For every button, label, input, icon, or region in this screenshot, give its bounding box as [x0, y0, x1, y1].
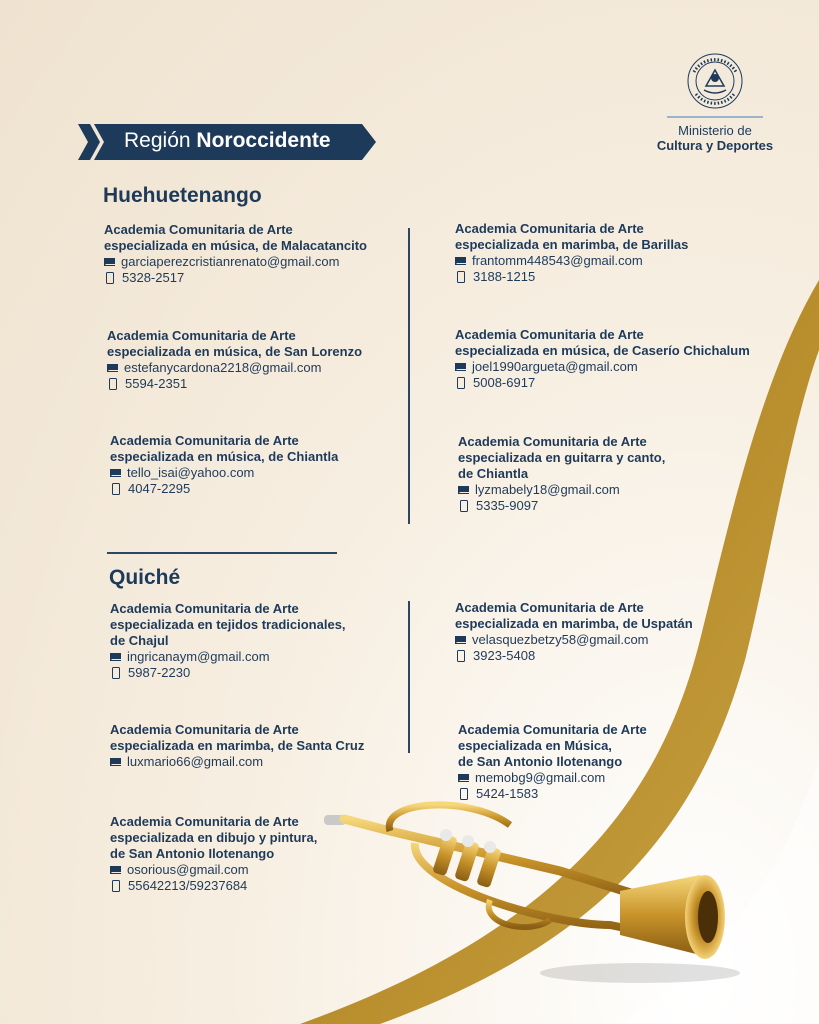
- phone-icon: [109, 378, 117, 390]
- academy-entry: [110, 433, 430, 497]
- envelope-icon: [458, 774, 469, 782]
- academy-name: Academia Comunitaria de Arte especializada en guitarra y canto, de Chiantla: [458, 434, 666, 481]
- envelope-icon: [107, 364, 118, 372]
- envelope-icon: [110, 758, 121, 766]
- academy-name: Academia Comunitaria de Arte especializada en marimba, de Uspatán: [455, 600, 693, 631]
- envelope-icon: [455, 636, 466, 644]
- envelope-icon: [104, 258, 115, 266]
- envelope-icon: [110, 469, 121, 477]
- phone-number: 5987-2230: [128, 665, 191, 680]
- email-address: lyzmabely18@gmail.com: [475, 482, 620, 497]
- ministry-logo: [650, 50, 780, 153]
- academy-name: Academia Comunitaria de Arte especializada en Música, de San Antonio Ilotenango: [458, 722, 647, 769]
- academy-entry: [110, 601, 430, 681]
- phone-icon: [457, 377, 465, 389]
- academy-entry: [104, 222, 424, 286]
- section-title-huehuetenango: Huehuetenango: [103, 184, 262, 207]
- envelope-icon: [455, 257, 466, 265]
- phone-number: 4047-2295: [128, 481, 191, 496]
- region-title: [124, 129, 331, 153]
- region-prefix: Región: [124, 129, 191, 152]
- guatemala-seal-icon: [680, 50, 750, 112]
- academy-entry: [107, 328, 427, 392]
- email-address: velasquezbetzy58@gmail.com: [472, 632, 649, 647]
- ministry-name-line2: Cultura y Deportes: [656, 138, 774, 153]
- phone-number: 5008-6917: [473, 375, 536, 390]
- phone-icon: [112, 483, 120, 495]
- logo-divider: [667, 116, 763, 118]
- phone-number: 3923-5408: [473, 648, 536, 663]
- envelope-icon: [110, 866, 121, 874]
- academy-name: Academia Comunitaria de Arte especializada en música, de Chiantla: [110, 433, 339, 464]
- phone-number: 5424-1583: [476, 786, 539, 801]
- phone-number: 5594-2351: [125, 376, 188, 391]
- region-name: Noroccidente: [196, 129, 331, 152]
- academy-entry: [455, 327, 785, 391]
- phone-icon: [106, 272, 114, 284]
- email-address: joel1990argueta@gmail.com: [472, 359, 638, 374]
- email-address: memobg9@gmail.com: [475, 770, 606, 785]
- envelope-icon: [110, 653, 121, 661]
- email-address: tello_isai@yahoo.com: [127, 465, 255, 480]
- email-address: frantomm448543@gmail.com: [472, 253, 643, 268]
- section-title-quiche: Quiché: [109, 566, 181, 589]
- trumpet-illustration: [320, 795, 750, 990]
- phone-number: 5328-2517: [122, 270, 185, 285]
- academy-entry: [455, 600, 775, 664]
- phone-number: 5335-9097: [476, 498, 539, 513]
- phone-icon: [457, 271, 465, 283]
- academy-entry: [455, 221, 785, 285]
- envelope-icon: [458, 486, 469, 494]
- email-address: garciaperezcristianrenato@gmail.com: [121, 254, 340, 269]
- academy-entry: [458, 722, 778, 802]
- academy-name: Academia Comunitaria de Arte especializada en marimba, de Santa Cruz: [110, 722, 365, 753]
- phone-icon: [112, 880, 120, 892]
- phone-icon: [112, 667, 120, 679]
- academy-name: Academia Comunitaria de Arte especializada en tejidos tradicionales, de Chajul: [110, 601, 346, 648]
- academy-name: Academia Comunitaria de Arte especializada en música, de San Lorenzo: [107, 328, 363, 359]
- academy-entry: [110, 722, 430, 770]
- academy-entry: [458, 434, 778, 514]
- academy-name: Academia Comunitaria de Arte especializada en marimba, de Barillas: [455, 221, 689, 252]
- phone-number: 3188-1215: [473, 269, 536, 284]
- academy-name: Academia Comunitaria de Arte especializada en música, de Malacatancito: [104, 222, 368, 253]
- email-address: luxmario66@gmail.com: [127, 754, 264, 769]
- section-divider: [107, 552, 337, 554]
- email-address: osorious@gmail.com: [127, 862, 249, 877]
- academy-name: Academia Comunitaria de Arte especializada en música, de Caserío Chichalum: [455, 327, 750, 358]
- email-address: estefanycardona2218@gmail.com: [124, 360, 322, 375]
- academy-name: Academia Comunitaria de Arte especializada en dibujo y pintura, de San Antonio Ilotenango: [110, 814, 318, 861]
- envelope-icon: [455, 363, 466, 371]
- ministry-name-line1: Ministerio de: [678, 123, 752, 138]
- email-address: ingricanaym@gmail.com: [127, 649, 270, 664]
- phone-number: 55642213/59237684: [128, 878, 248, 893]
- phone-icon: [460, 500, 468, 512]
- phone-icon: [457, 650, 465, 662]
